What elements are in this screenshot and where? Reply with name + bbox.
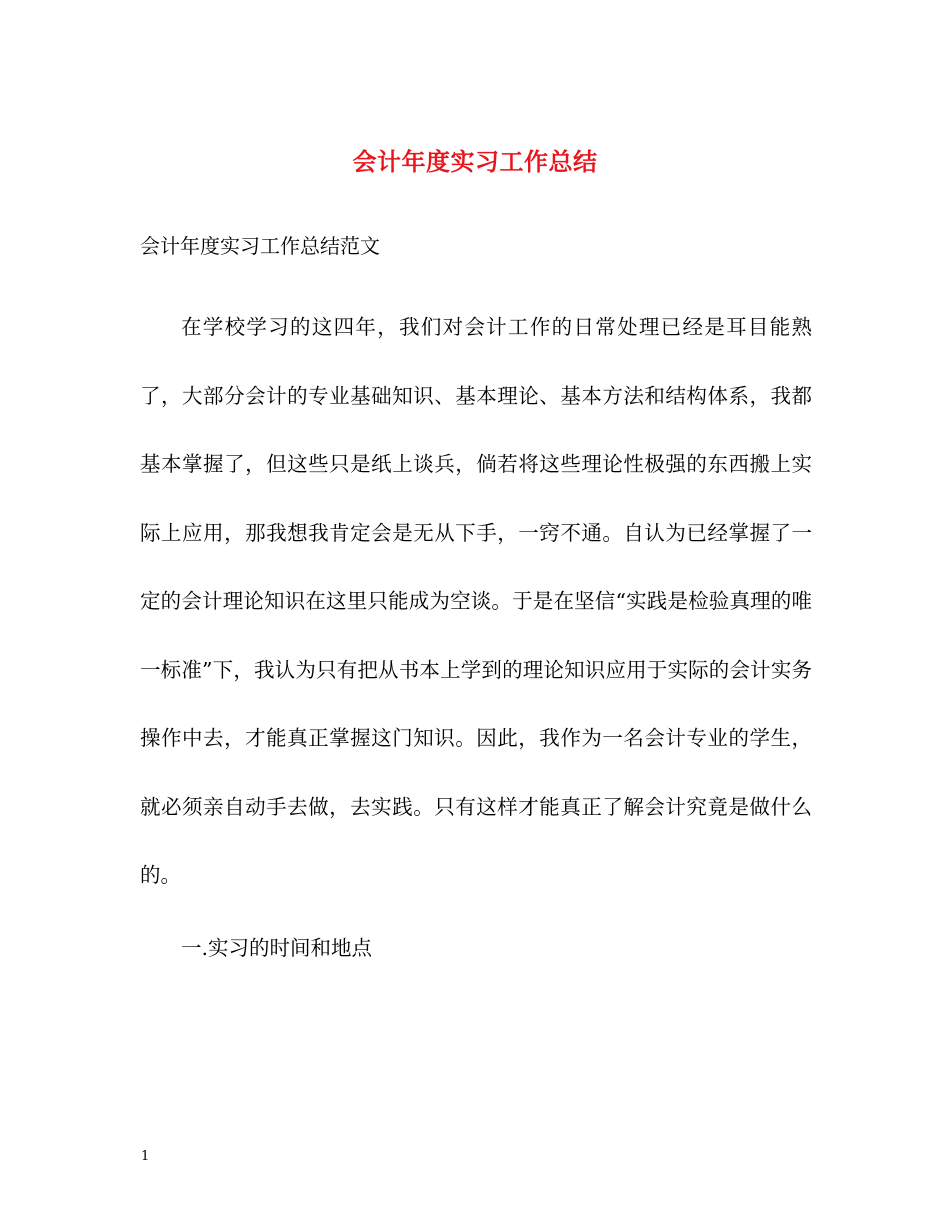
body-paragraph: 在学校学习的这四年，我们对会计工作的日常处理已经是耳目能熟了，大部分会计的专业基础知识、基本理论、基本方法和结构体系，我都基本掌握了，但这些只是纸上谈兵，倘若将这些理论性极强的东西搬上实际上应用，那我想我肯定会是无从下手，一窍不通。自认为已经掌握了一定的会计理论知识在这里只能成为空谈。于是在坚信“实践是检验真理的唯一标准”下，我认为只有把从书本上学到的理论知识应用于实际的会计实务操作中去，才能真正掌握这门知识。因此，我作为一名会计专业的学生，就必须亲自动手去做，去实践。只有这样才能真正了解会计究竟是做什么的。 [140, 315, 812, 887]
page-number: 1 [141, 1149, 150, 1164]
document-title: 会计年度实习工作总结 [352, 147, 598, 176]
document-subtitle: 会计年度实习工作总结范文 [140, 234, 380, 258]
section-heading: 一.实习的时间和地点 [181, 936, 373, 960]
